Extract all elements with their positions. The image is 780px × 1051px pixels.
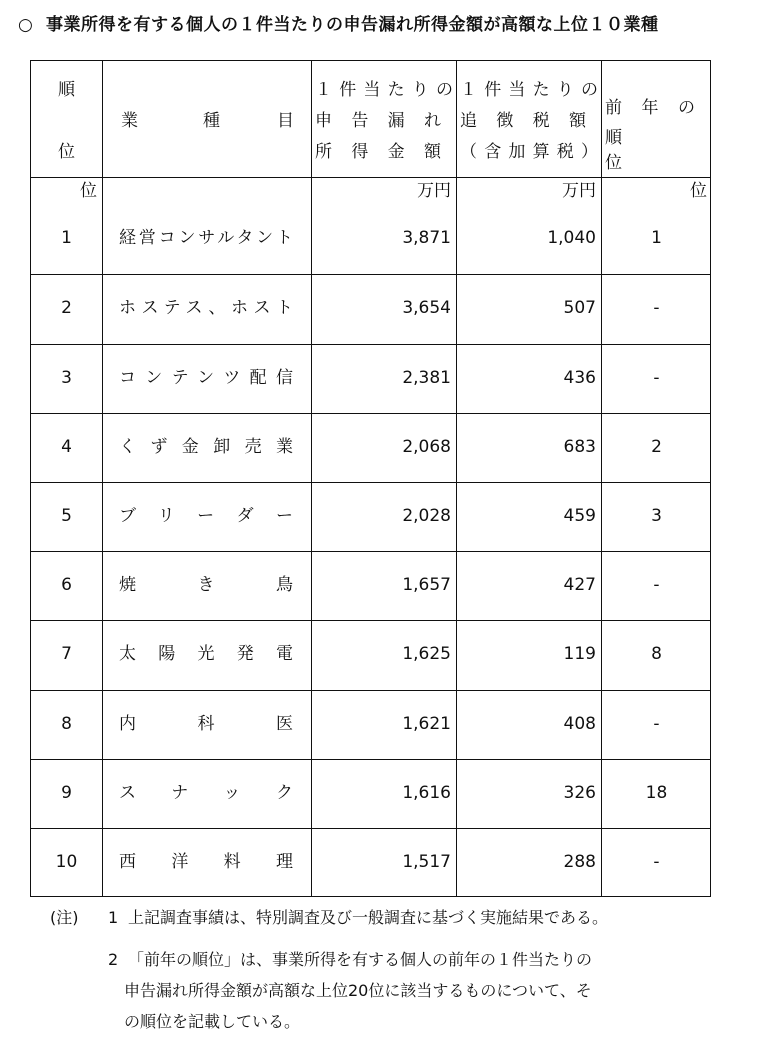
- industry-cell: 経営コンサルタント: [119, 228, 293, 248]
- tax-cell: 459: [563, 505, 596, 526]
- prev-rank-cell: -: [653, 852, 660, 872]
- tax-cell: 436: [563, 367, 596, 388]
- amount-cell: 1,621: [402, 713, 451, 734]
- amount-cell: 1,657: [402, 574, 451, 595]
- prev-rank-cell: -: [653, 367, 660, 388]
- col-divider: [311, 61, 312, 896]
- header-industry-1: 業: [121, 111, 138, 131]
- prev-rank-cell: 1: [651, 228, 662, 248]
- amount-cell: 2,381: [402, 367, 451, 388]
- rank-cell: 4: [61, 436, 72, 457]
- row-divider: [31, 551, 710, 552]
- col-divider: [102, 61, 103, 896]
- header-tax-2: 追徴税額: [460, 111, 598, 131]
- header-amount-3: 所得金額: [315, 142, 453, 162]
- header-industry-2: 種: [203, 111, 220, 131]
- industry-cell: くず金卸売業: [119, 436, 293, 457]
- tax-cell: 427: [563, 574, 596, 595]
- title-text: 事業所得を有する個人の１件当たりの申告漏れ所得金額が高額な上位１０業種: [46, 15, 659, 35]
- industry-cell: ブリーダー: [119, 505, 293, 526]
- rank-cell: 7: [61, 644, 72, 664]
- header-prev-1: 前年の: [605, 98, 709, 118]
- industry-cell: 内科医: [119, 713, 293, 734]
- note-2-line-1: 「前年の順位」は、事業所得を有する個人の前年の１件当たりの: [128, 950, 593, 969]
- row-divider: [31, 828, 710, 829]
- amount-cell: 3,654: [402, 298, 451, 318]
- industry-cell: 西洋料理: [119, 852, 293, 872]
- amount-cell: 2,068: [402, 436, 451, 457]
- rank-cell: 2: [61, 298, 72, 318]
- unit-prev: 位: [690, 181, 707, 201]
- row-divider: [31, 759, 710, 760]
- header-industry-3: 目: [277, 111, 294, 131]
- industry-cell: コンテンツ配信: [119, 367, 293, 388]
- rank-cell: 8: [61, 713, 72, 734]
- tax-cell: 326: [563, 782, 596, 803]
- row-divider: [31, 344, 710, 345]
- note-1-number: 1: [108, 908, 119, 927]
- rank-cell: 9: [61, 782, 72, 803]
- col-divider: [601, 61, 602, 896]
- circle-marker-icon: ○: [18, 15, 34, 35]
- header-prev-2: 順位: [605, 128, 662, 173]
- tax-cell: 288: [563, 852, 596, 872]
- row-divider: [31, 413, 710, 414]
- header-rank-top: 順: [58, 80, 75, 100]
- amount-cell: 1,517: [402, 852, 451, 872]
- prev-rank-cell: 8: [651, 644, 662, 664]
- row-divider: [31, 177, 710, 178]
- col-divider: [456, 61, 457, 896]
- header-amount-1: １件当たりの: [315, 80, 453, 100]
- prev-rank-cell: -: [653, 298, 660, 318]
- ranking-table: [30, 60, 711, 897]
- prev-rank-cell: 3: [651, 505, 662, 526]
- note-1-text: 上記調査事績は、特別調査及び一般調査に基づく実施結果である。: [128, 908, 609, 927]
- amount-cell: 2,028: [402, 505, 451, 526]
- row-divider: [31, 274, 710, 275]
- header-tax-1: １件当たりの: [460, 80, 598, 100]
- amount-cell: 3,871: [402, 228, 451, 248]
- prev-rank-cell: 18: [645, 782, 668, 803]
- industry-cell: 焼き鳥: [119, 574, 293, 595]
- tax-cell: 507: [563, 298, 596, 318]
- row-divider: [31, 482, 710, 483]
- industry-cell: スナック: [119, 782, 293, 803]
- prev-rank-cell: -: [653, 713, 660, 734]
- header-rank-bottom: 位: [58, 142, 75, 162]
- amount-cell: 1,625: [402, 644, 451, 664]
- tax-cell: 683: [563, 436, 596, 457]
- prev-rank-cell: -: [653, 574, 660, 595]
- unit-rank: 位: [80, 181, 97, 201]
- row-divider: [31, 690, 710, 691]
- rank-cell: 10: [55, 852, 78, 872]
- tax-cell: 408: [563, 713, 596, 734]
- rank-cell: 5: [61, 505, 72, 526]
- rank-cell: 6: [61, 574, 72, 595]
- note-label: (注): [50, 908, 79, 927]
- rank-cell: 1: [61, 228, 72, 248]
- unit-tax: 万円: [562, 181, 596, 201]
- note-2-line-3: の順位を記載している。: [124, 1012, 301, 1031]
- unit-amount: 万円: [417, 181, 451, 201]
- note-2-line-2: 申告漏れ所得金額が高額な上位20位に該当するものについて、そ: [124, 981, 592, 1000]
- note-2-number: 2: [108, 950, 119, 969]
- row-divider: [31, 620, 710, 621]
- tax-cell: 119: [563, 644, 596, 664]
- tax-cell: 1,040: [547, 228, 596, 248]
- page-title: [18, 10, 659, 35]
- header-amount-2: 申告漏れ: [315, 111, 453, 131]
- amount-cell: 1,616: [402, 782, 451, 803]
- prev-rank-cell: 2: [651, 436, 662, 457]
- industry-cell: 太陽光発電: [119, 644, 293, 664]
- header-tax-3: （含加算税）: [460, 142, 598, 162]
- industry-cell: ホステス、ホスト: [119, 298, 293, 318]
- rank-cell: 3: [61, 367, 72, 388]
